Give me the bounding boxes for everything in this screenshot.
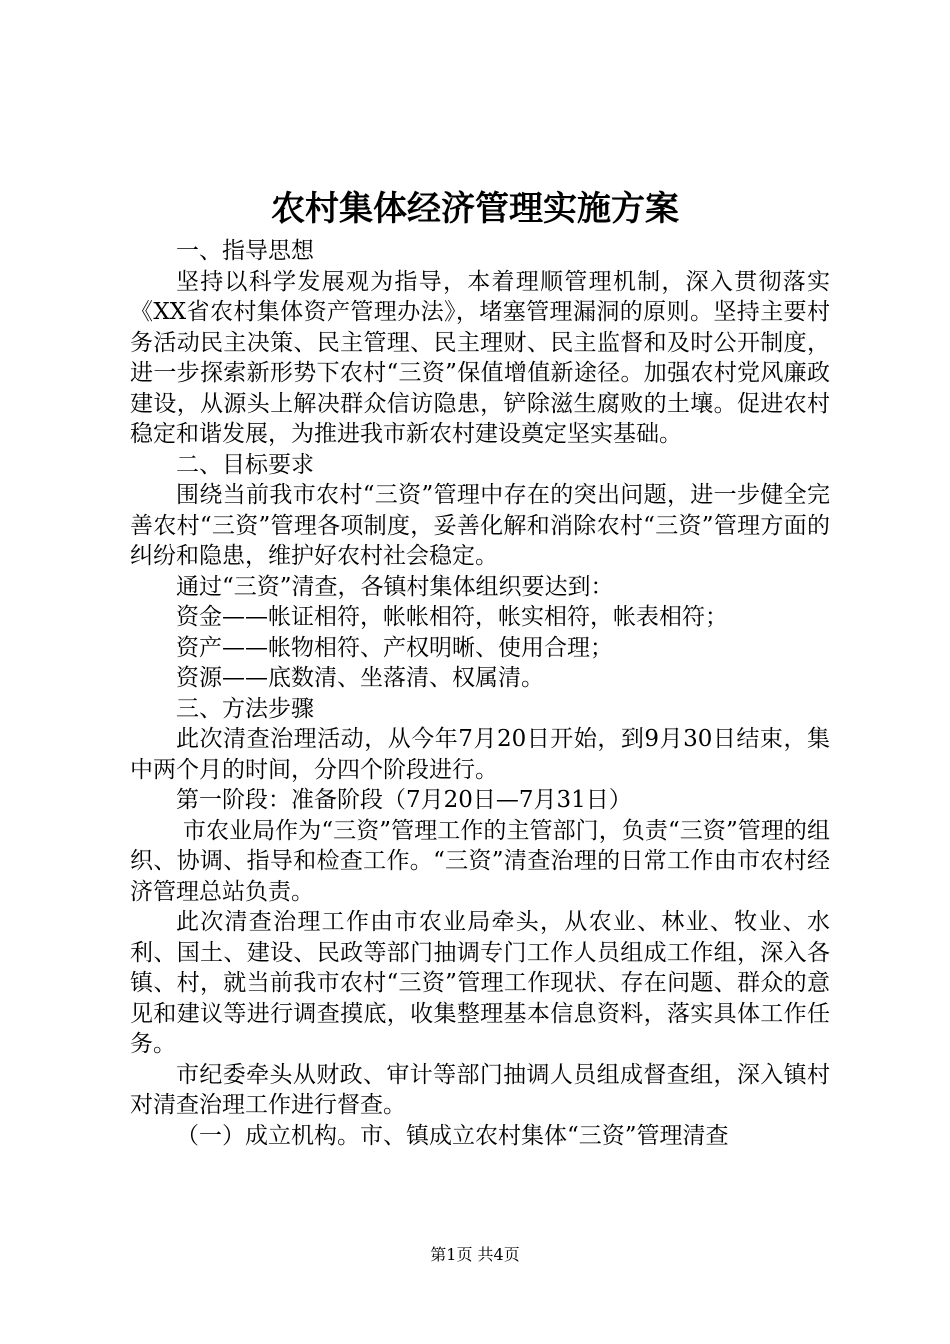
list-item: 资源——底数清、坐落清、权属清。 [176,665,544,691]
paragraph: 此次清查治理活动，从今年7月20日开始，到9月30日结束，集中两个月的时间，分四个阶段进行。 [130,726,830,783]
paragraph: （一）成立机构。市、镇成立农村集体“三资”管理清查 [176,1122,729,1149]
document-title: 农村集体经济管理实施方案 [271,189,679,229]
section-heading-methods: 三、方法步骤 [176,695,314,722]
page-footer: 第1页 共4页 [430,1245,520,1264]
paragraph: 坚持以科学发展观为指导，本着理顺管理机制，深入贯彻落实《XX省农村集体资产管理办法》，堵塞管理漏洞的原则。坚持主要村务活动民主决策、民主管理、民主理财、民主监督和及时公开制度，进一步探索新形势下农村“三资”保值增值新途径。加强农村党风廉政建设，从源头上解决群众信访隐患，铲除滋生腐败的土壤。促进农村稳定和谐发展，为推进我市新农村建设奠定坚实基础。 [130,268,830,447]
paragraph: 市农业局作为“三资”管理工作的主管部门，负责“三资”管理的组织、协调、指导和检查工作。“三资”清查治理的日常工作由市农村经济管理总站负责。 [130,817,830,905]
document-body [130,236,830,1151]
paragraph: 围绕当前我市农村“三资”管理中存在的突出问题，进一步健全完善农村“三资”管理各项制度，妥善化解和消除农村“三资”管理方面的纠纷和隐患，维护好农村社会稳定。 [130,482,830,569]
paragraph: 此次清查治理工作由市农业局牵头，从农业、林业、牧业、水利、国土、建设、民政等部门抽调专门工作人员组成工作组，深入各镇、村，就当前我市农村“三资”管理工作现状、存在问题、群众的意见和建议等进行调查摸底，收集整理基本信息资料，落实具体工作任务。 [130,909,830,1057]
list-item: 资金——帐证相符，帐帐相符，帐实相符，帐表相符； [176,604,728,630]
paragraph: 市纪委牵头从财政、审计等部门抽调人员组成督查组，深入镇村对清查治理工作进行督查。 [130,1061,830,1118]
section-heading-goals: 二、目标要求 [176,451,314,478]
list-item: 资产——帐物相符、产权明晰、使用合理； [176,634,613,661]
paragraph: 通过“三资”清查，各镇村集体组织要达到： [176,573,614,600]
section-heading-guiding-ideology: 一、指导思想 [176,238,314,264]
stage-heading: 第一阶段：准备阶段（7月20日—7月31日） [176,787,632,813]
